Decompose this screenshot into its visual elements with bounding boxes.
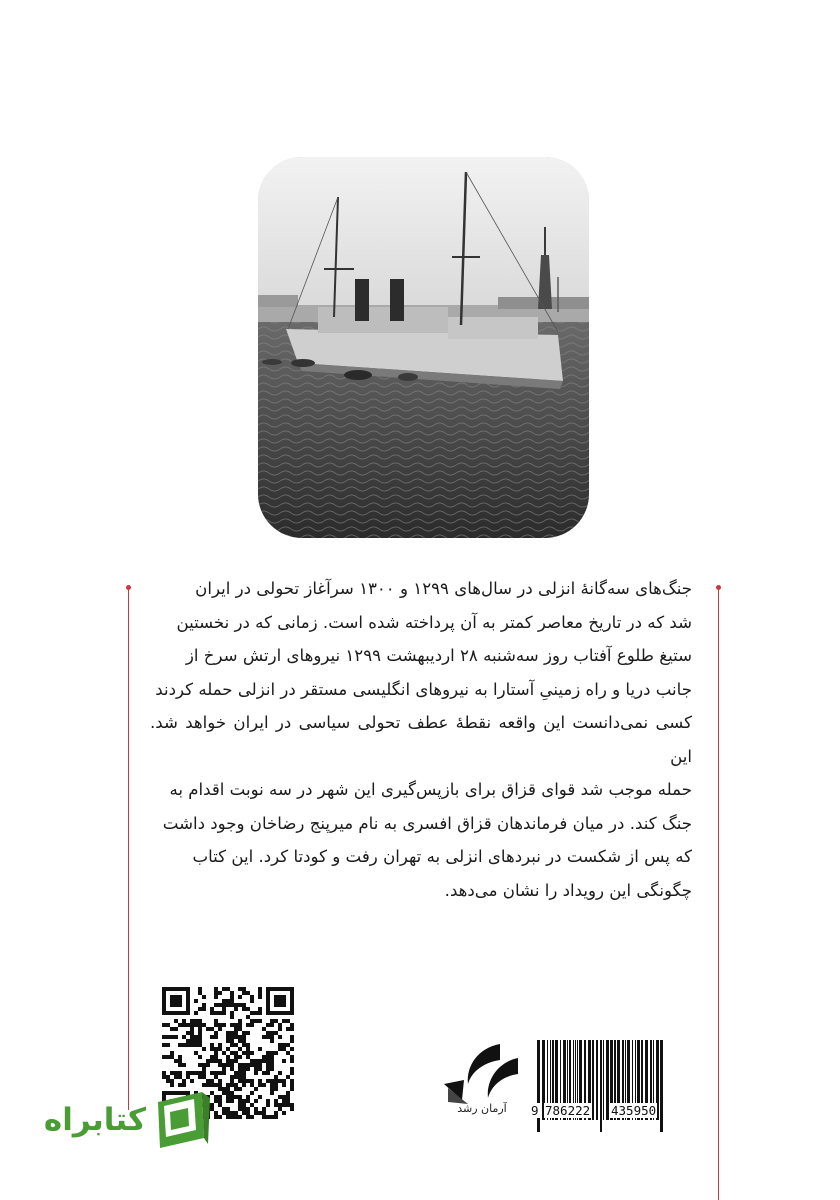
description-line: جنگ کند. در میان فرماندهان قزاق افسری به نام میرپنج رضاخان وجود داشت (162, 813, 692, 833)
description-line: کسی نمی‌دانست این واقعه نقطهٔ عطف تحولی سیاسی در ایران خواهد شد. این (150, 713, 692, 766)
left-margin-dot (126, 585, 131, 590)
description-line: جانب دریا و راه زمینیِ آستارا به نیروهای انگلیسی مستقر در انزلی حمله کردند (155, 679, 692, 699)
description-line: چگونگی این رویداد را نشان می‌دهد. (444, 880, 692, 900)
store-name[interactable]: کتابراه (43, 1102, 147, 1138)
publisher-name: آرمان رشد (457, 1102, 507, 1115)
description-line: که پس از شکست در نبردهای انزلی به تهران رفت و کودتا کرد. این کتاب (192, 847, 692, 866)
back-cover-description (150, 572, 692, 907)
right-margin-line (718, 590, 719, 1200)
description-line: ستیغ طلوع آفتاب روز سه‌شنبه ۲۸ اردیبهشت ۱۲۹۹ نیروهای ارتش سرخ از (185, 646, 692, 665)
isbn-group-1: 786222 (545, 1103, 591, 1118)
description-line: جنگ‌های سه‌گانهٔ انزلی در سال‌های ۱۲۹۹ و ۱۳۰۰ سرآغاز تحولی در ایران (195, 579, 692, 598)
right-margin-dot (716, 585, 721, 590)
isbn-first-digit: 9 (531, 1103, 539, 1118)
isbn-number (530, 1103, 670, 1125)
left-margin-line (128, 590, 129, 1110)
description-line: حمله موجب شد قوای قزاق برای بازپس‌گیری این شهر در سه نوبت اقدام به (169, 780, 692, 799)
description-line: شد که در تاریخ معاصر کمتر به آن پرداخته شده است. زمانی که در نخستین (176, 612, 692, 632)
isbn-group-2: 435950 (611, 1103, 657, 1118)
ship-photo (258, 157, 589, 538)
